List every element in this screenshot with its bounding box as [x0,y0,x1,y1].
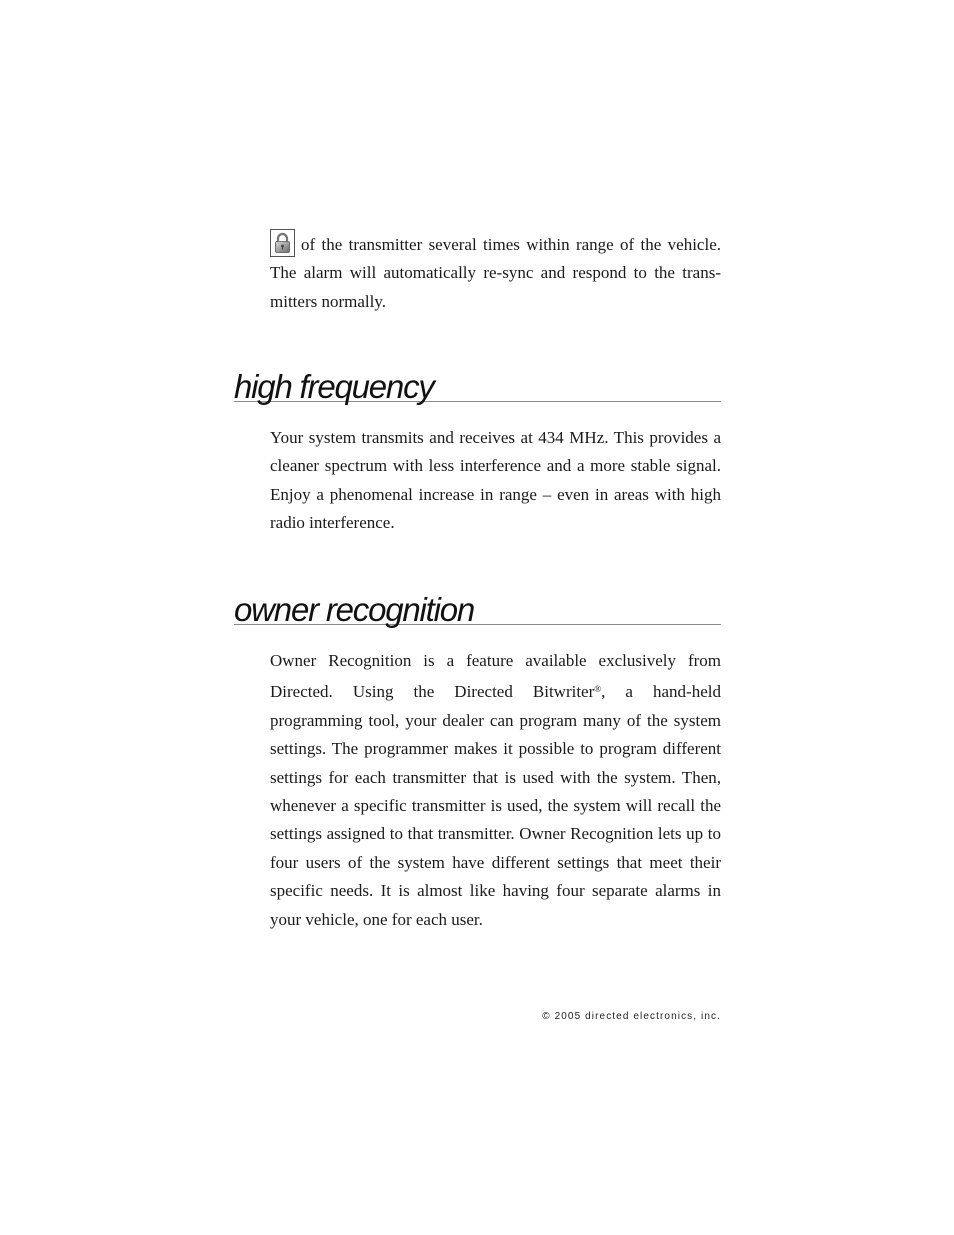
section-heading-owner-recognition [234,591,721,628]
section-heading-high-frequency [234,368,721,405]
footer-copyright: © 2005 directed electronics, inc. [542,1011,721,1022]
heading-text: owner recognition [234,591,475,628]
lock-icon [270,229,295,257]
paragraph-text-start: Owner Recognition is a feature available exclusively from Directed. Using the Directed Bitwriter [270,651,721,702]
intro-text: of the transmitter several times within range of the vehicle. The alarm will automatically re-sync and respond to the trans-mitters normally. [270,235,721,311]
intro-paragraph [270,229,721,316]
heading-text: high frequency [234,368,434,405]
registered-mark: ® [594,684,602,695]
high-frequency-paragraph: Your system transmits and receives at 434 MHz. This provides a cleaner spectrum with less interference and a more stable signal. Enjoy a phenomenal increase in range – even in areas with high radio interference. [270,428,721,533]
paragraph-text-end: , a hand-held programming tool, your dealer can program many of the system settings. The programmer makes it possible to program different settings for each transmitter that is used with the system. Then, whenever a specific transmitter is used, the system will recall the settings assigned to that transmitter. Owner Recognition lets up to four users of the system have different settings that meet their specific needs. It is almost like having four separate alarms in your vehicle, one for each user. [270,682,721,929]
owner-recognition-paragraph [270,647,721,934]
